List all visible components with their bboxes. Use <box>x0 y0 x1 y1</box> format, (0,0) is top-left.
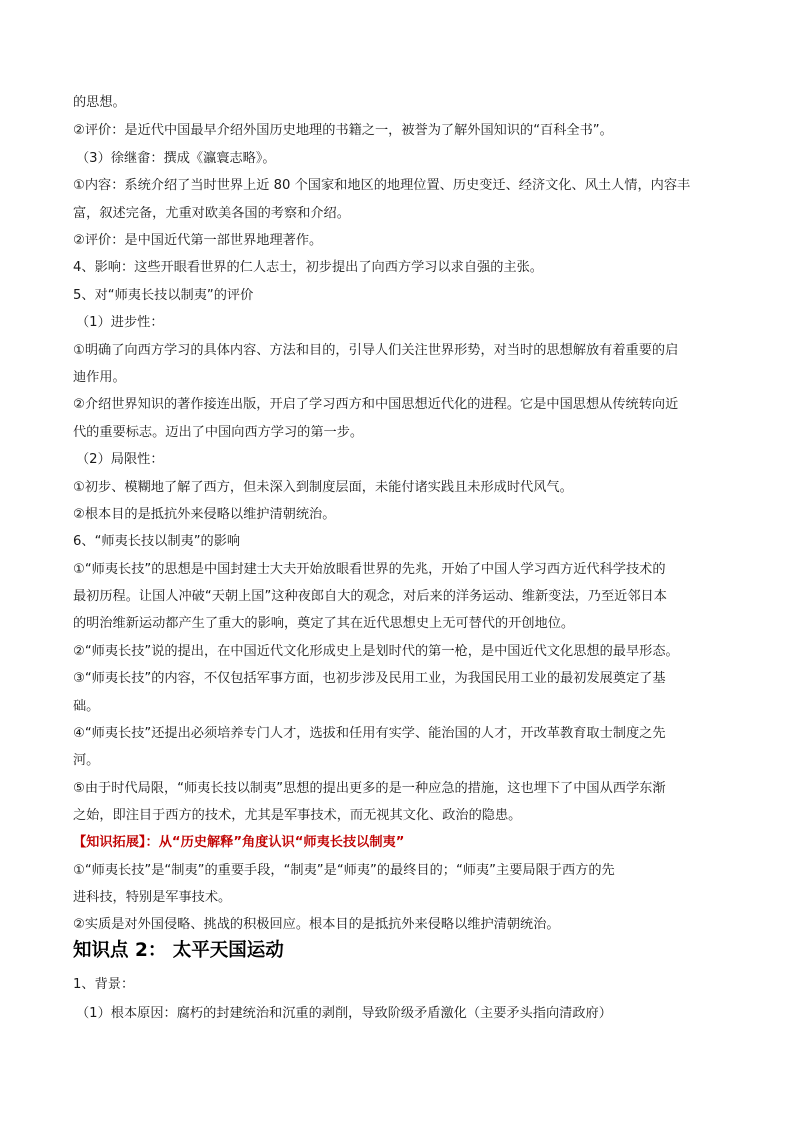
text-line: ②评价：是近代中国最早介绍外国历史地理的书籍之一，被誉为了解外国知识的“百科全书”。 <box>73 123 613 138</box>
text-line: ④“师夷长技”还提出必须培养专门人才，选拔和任用有实学、能治国的人才，开改革教育取士制度之先 <box>73 726 666 741</box>
text-line: ②根本目的是抵抗外来侵略以维护清朝统治。 <box>73 507 336 522</box>
text-line: 的明治维新运动都产生了重大的影响，奠定了其在近代思想史上无可替代的开创地位。 <box>73 616 575 631</box>
text-line: （1）根本原因：腐朽的封建统治和沉重的剥削，导致阶级矛盾激化（主要矛头指向清政府） <box>76 1006 612 1021</box>
text-line: ①“师夷长技”的思想是中国封建士大夫开始放眼看世界的先兆，开始了中国人学习西方近代科学技术的 <box>73 562 666 577</box>
text-line: ①明确了向西方学习的具体内容、方法和目的，引导人们关注世界形势，对当时的思想解放有着重要的启 <box>73 343 679 358</box>
section-heading: 知识点 2： 太平天国运动 <box>73 940 284 961</box>
text-line: 迪作用。 <box>73 370 126 385</box>
text-line: 进科技，特别是军事技术。 <box>73 890 232 905</box>
text-line: ⑤由于时代局限，“师夷长技以制夷”思想的提出更多的是一种应急的措施，这也埋下了中国从西学东渐 <box>73 781 666 796</box>
text-line: 最初历程。让国人冲破“天朝上国”这种夜郎自大的观念，对后来的洋务运动、维新变法，乃至近邻日本 <box>73 589 667 604</box>
text-line: （3）徐继畲：撰成《瀛寰志略》。 <box>76 151 276 166</box>
text-line: （1）进步性： <box>76 315 164 330</box>
text-line: 的思想。 <box>73 95 126 110</box>
text-line: 代的重要标志。迈出了中国向西方学习的第一步。 <box>73 425 364 440</box>
text-line: ①初步、模糊地了解了西方，但未深入到制度层面，未能付诸实践且未形成时代风气。 <box>73 480 573 495</box>
text-line: 富，叙述完备，尤重对欧美各国的考察和介绍。 <box>73 206 350 221</box>
text-line: ②介绍世界知识的著作接连出版，开启了学习西方和中国思想近代化的进程。它是中国思想从传统转向近 <box>73 397 679 412</box>
text-line: ②实质是对外国侵略、挑战的积极回应。根本目的是抵抗外来侵略以维护清朝统治。 <box>73 917 560 932</box>
text-line: 之始，即注目于西方的技术，尤其是军事技术，而无视其文化、政治的隐患。 <box>73 808 522 823</box>
text-line: ②评价：是中国近代第一部世界地理著作。 <box>73 233 323 248</box>
text-line: 4、影响：这些开眼看世界的仁人志士，初步提出了向西方学习以求自强的主张。 <box>73 260 543 275</box>
text-line: ③“师夷长技”的内容，不仅包括军事方面，也初步涉及民用工业，为我国民用工业的最初发展奠定了基 <box>73 671 666 686</box>
text-line: 5、对“师夷长技以制夷”的评价 <box>73 288 254 303</box>
text-line: 1、背景： <box>73 977 135 992</box>
text-line: （2）局限性： <box>76 452 164 467</box>
text-line: ①内容：系统介绍了当时世界上近 80 个国家和地区的地理位置、历史变迁、经济文化、风土人情，内容丰 <box>73 178 691 193</box>
knowledge-extension-title: 【知识拓展】：从“历史解释”角度认识“师夷长技以制夷” <box>73 835 405 850</box>
text-line: 础。 <box>73 699 100 714</box>
text-line: ①“师夷长技”是“制夷”的重要手段，“制夷”是“师夷”的最终目的；“师夷”主要局限于西方的先 <box>73 863 615 878</box>
text-line: ②“师夷长技”说的提出，在中国近代文化形成史上是划时代的第一枪，是中国近代文化思想的最早形态。 <box>73 644 679 659</box>
text-line: 6、“师夷长技以制夷”的影响 <box>73 534 241 549</box>
text-line: 河。 <box>73 753 100 768</box>
